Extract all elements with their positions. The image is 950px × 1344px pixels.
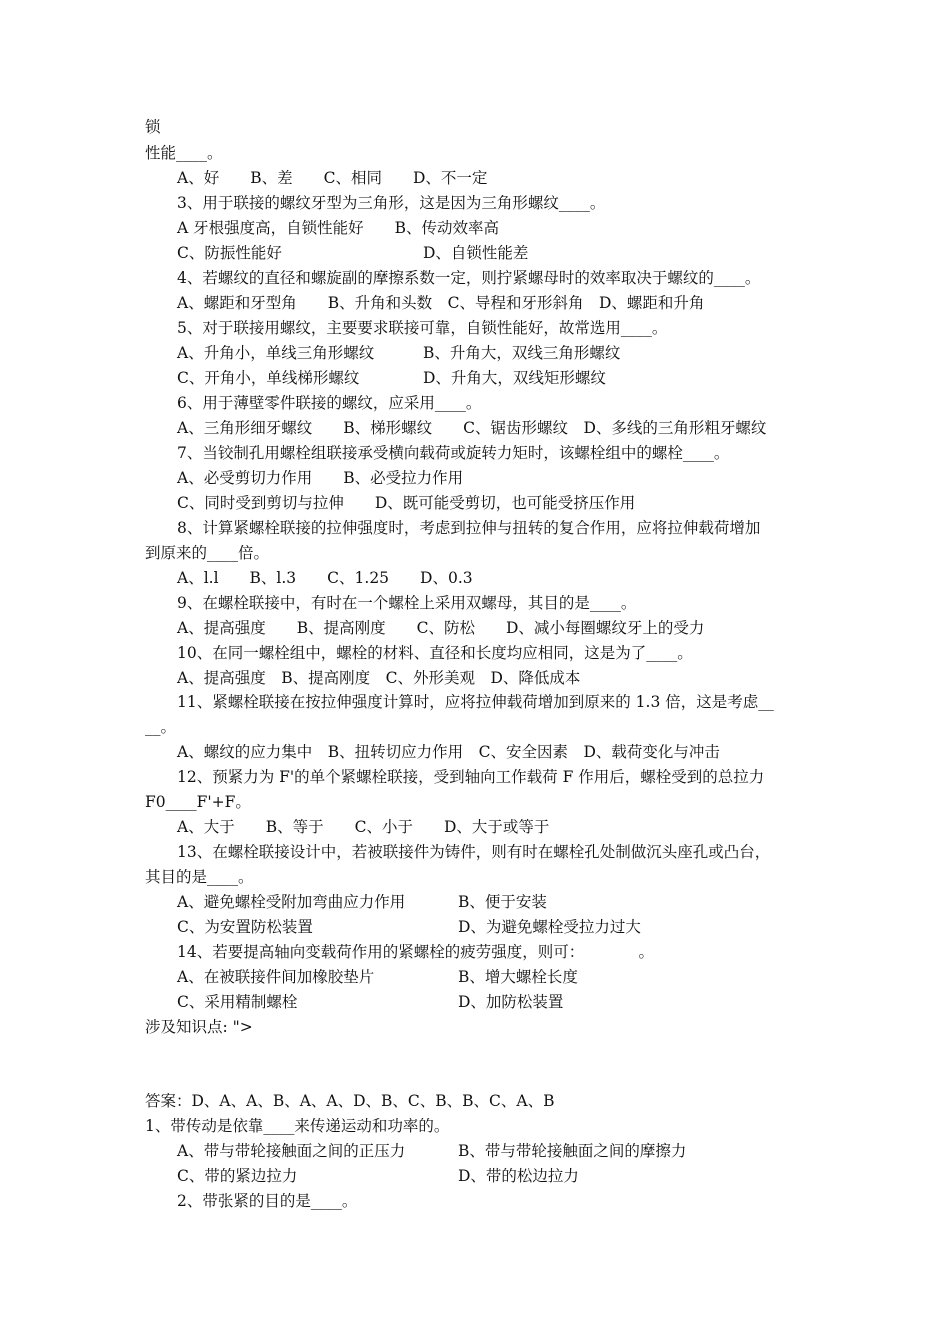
option-c: C、防振性能好	[177, 244, 282, 262]
option-d: D、升角大，双线矩形螺纹	[423, 369, 606, 387]
option-c: C、带的紧边拉力	[177, 1167, 298, 1185]
options-line: A、提高强度 B、提高刚度 C、外形美观 D、降低成本	[177, 669, 581, 687]
option-c: C、为安置防松装置	[177, 918, 313, 936]
option-a: A、在被联接件间加橡胶垫片	[177, 968, 375, 986]
question-3: 3、用于联接的螺纹牙型为三角形，这是因为三角形螺纹____。	[177, 194, 606, 212]
question-13-cont: 其目的是____。	[145, 868, 254, 886]
option-d: D、带的松边拉力	[458, 1167, 579, 1185]
options-line: A、螺距和牙型角 B、升角和头数 C、导程和牙形斜角 D、螺距和升角	[177, 294, 705, 312]
question-11-cont: __。	[145, 718, 177, 736]
option-d: D、加防松装置	[458, 993, 564, 1011]
option-c: C、采用精制螺栓	[177, 993, 298, 1011]
text-line: 锁	[145, 118, 161, 136]
question-8: 8、计算紧螺栓联接的拉伸强度时，考虑到拉伸与扭转的复合作用，应将拉伸载荷增加	[177, 519, 761, 537]
question-2: 2、带张紧的目的是____。	[177, 1192, 358, 1210]
option-b: B、增大螺栓长度	[458, 968, 578, 986]
option-b: B、便于安装	[458, 893, 547, 911]
text-line: 性能____。	[145, 144, 223, 162]
option-a: A、带与带轮接触面之间的正压力	[177, 1142, 406, 1160]
question-6: 6、用于薄壁零件联接的螺纹，应采用____。	[177, 394, 482, 412]
question-7: 7、当铰制孔用螺栓组联接承受横向载荷或旋转力矩时，该螺栓组中的螺栓____。	[177, 444, 730, 462]
question-13: 13、在螺栓联接设计中，若被联接件为铸件，则有时在螺栓孔处制做沉头座孔或凸台，	[177, 843, 771, 861]
option-a: A、升角小，单线三角形螺纹	[177, 344, 375, 362]
option-b: B、升角大，双线三角形螺纹	[423, 344, 621, 362]
question-9: 9、在螺栓联接中，有时在一个螺栓上采用双螺母，其目的是____。	[177, 594, 637, 612]
question-5: 5、对于联接用螺纹，主要要求联接可靠，自锁性能好，故常选用____。	[177, 319, 668, 337]
question-10: 10、在同一螺栓组中，螺栓的材料、直径和长度均应相同，这是为了____。	[177, 644, 693, 662]
knowledge-points-label: 涉及知识点: ">	[145, 1018, 253, 1036]
options-line: A、好 B、差 C、相同 D、不一定	[177, 169, 488, 187]
option-c: C、开角小，单线梯形螺纹	[177, 369, 360, 387]
answer-key: 答案：D、A、A、B、A、A、D、B、C、B、B、C、A、B	[145, 1092, 555, 1110]
question-4: 4、若螺纹的直径和螺旋副的摩擦系数一定，则拧紧螺母时的效率取决于螺纹的____。	[177, 269, 761, 287]
question-8-cont: 到原来的____倍。	[145, 544, 270, 562]
options-line: A、提高强度 B、提高刚度 C、防松 D、减小每圈螺纹牙上的受力	[177, 619, 705, 637]
options-line: A、大于 B、等于 C、小于 D、大于或等于	[177, 818, 550, 836]
question-14: 14、若要提高轴向变载荷作用的紧螺栓的疲劳强度，则可： 。	[177, 943, 654, 961]
option-d: D、自锁性能差	[423, 244, 529, 262]
options-line: A、螺纹的应力集中 B、扭转切应力作用 C、安全因素 D、载荷变化与冲击	[177, 743, 720, 761]
options-line: A、必受剪切力作用 B、必受拉力作用	[177, 469, 464, 487]
option-d: D、为避免螺栓受拉力过大	[458, 918, 641, 936]
question-11: 11、紧螺栓联接在按拉伸强度计算时，应将拉伸载荷增加到原来的 1.3 倍，这是考虑__	[177, 693, 774, 711]
options-line: A 牙根强度高，自锁性能好 B、传动效率高	[177, 219, 500, 237]
option-a: A、避免螺栓受附加弯曲应力作用	[177, 893, 406, 911]
question-1: 1、带传动是依靠____来传递运动和功率的。	[145, 1117, 450, 1135]
options-line: C、同时受到剪切与拉伸 D、既可能受剪切，也可能受挤压作用	[177, 494, 636, 512]
question-12-cont: F0____F'+F。	[145, 793, 251, 811]
options-line: A、l.l B、l.3 C、1.25 D、0.3	[177, 569, 473, 587]
question-12: 12、预紧力为 F'的单个紧螺栓联接，受到轴向工作载荷 F 作用后，螺栓受到的总拉力	[177, 768, 765, 786]
options-line: A、三角形细牙螺纹 B、梯形螺纹 C、锯齿形螺纹 D、多线的三角形粗牙螺纹	[177, 419, 767, 437]
option-b: B、带与带轮接触面之间的摩擦力	[458, 1142, 687, 1160]
